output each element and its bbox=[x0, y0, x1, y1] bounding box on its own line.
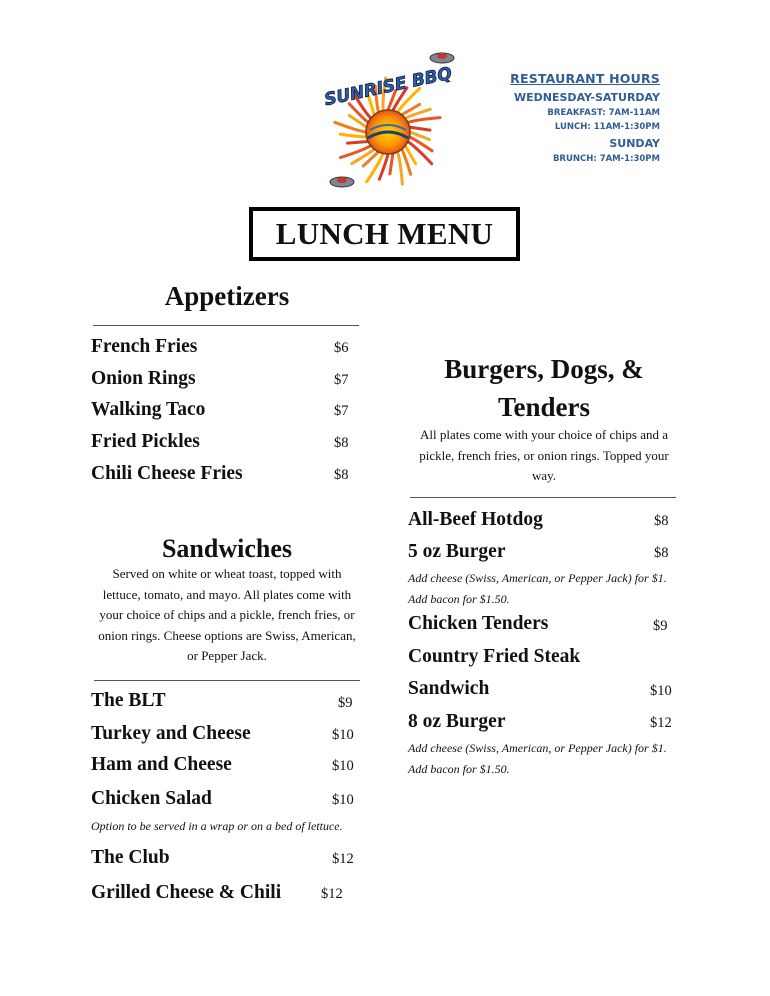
sun-ray bbox=[408, 142, 432, 164]
bacon-note: Add bacon for $1.50. bbox=[408, 592, 510, 606]
sun-ray bbox=[398, 152, 403, 184]
sandwiches-description: Served on white or wheat toast, topped with lettuce, tomato, and mayo. All plates come with your choice of chips and a pickle, french fries, or onion rings. Cheese options are Swiss, American, or Pepper Jack. bbox=[98, 566, 356, 663]
sandwich-item: Chicken Salad bbox=[91, 788, 212, 809]
appetizer-price: $7 bbox=[334, 403, 349, 419]
appetizers-title: Appetizers bbox=[164, 281, 290, 311]
sandwiches-title: Sandwiches bbox=[161, 534, 293, 563]
sun-ray bbox=[409, 127, 430, 130]
burger-item: 5 oz Burger bbox=[408, 541, 506, 562]
appetizer-item: Onion Rings bbox=[91, 368, 196, 389]
hours-breakfast: BREAKFAST: 7AM-11AM bbox=[547, 107, 660, 118]
chicken-salad-note: Option to be served in a wrap or on a bed of lettuce. bbox=[91, 819, 343, 833]
hours-brunch: BRUNCH: 7AM-1:30PM bbox=[552, 153, 660, 164]
sun-ray bbox=[348, 142, 369, 144]
burger-item: 8 oz Burger bbox=[408, 711, 506, 732]
sandwich-item: Grilled Cheese & Chili bbox=[91, 882, 282, 903]
appetizer-item: Fried Pickles bbox=[91, 431, 200, 452]
page-title: LUNCH MENU bbox=[249, 207, 520, 261]
bacon-note: Add bacon for $1.50. bbox=[408, 762, 510, 776]
appetizer-item: French Fries bbox=[91, 336, 198, 357]
burgers-title-line2: Tenders bbox=[497, 392, 591, 422]
burgers-title-line1: Burgers, Dogs, & bbox=[444, 354, 644, 384]
sandwich-item: Ham and Cheese bbox=[91, 754, 232, 775]
burger-price: $12 bbox=[650, 715, 672, 731]
appetizer-price: $6 bbox=[334, 340, 349, 356]
appetizer-price: $8 bbox=[334, 435, 349, 451]
sandwich-price: $9 bbox=[338, 695, 353, 711]
burger-item: Country Fried Steak bbox=[408, 646, 581, 667]
logo-text: SUNRISE BBQ bbox=[322, 63, 454, 111]
appetizer-price: $8 bbox=[334, 467, 349, 483]
burger-item: All-Beef Hotdog bbox=[408, 509, 543, 530]
hours-title: RESTAURANT HOURS bbox=[510, 71, 660, 86]
sandwich-price: $12 bbox=[332, 851, 354, 867]
burgers-divider bbox=[410, 497, 676, 498]
appetizers-divider bbox=[93, 325, 359, 326]
hours-days-weekday: WEDNESDAY-SATURDAY bbox=[514, 90, 660, 104]
hours-lunch: LUNCH: 11AM-1:30PM bbox=[554, 122, 660, 132]
sandwich-price: $10 bbox=[332, 758, 354, 774]
sandwich-item: Turkey and Cheese bbox=[91, 723, 251, 744]
appetizer-price: $7 bbox=[334, 372, 349, 388]
cheese-note: Add cheese (Swiss, American, or Pepper Jack) for $1. bbox=[408, 741, 667, 755]
burger-price: $9 bbox=[653, 618, 668, 634]
sun-ray bbox=[408, 118, 440, 123]
sandwiches-divider bbox=[94, 680, 360, 681]
sandwich-price: $12 bbox=[321, 886, 343, 902]
burger-price: $8 bbox=[654, 545, 669, 561]
sunrise-bbq-logo bbox=[318, 46, 458, 194]
sandwich-price: $10 bbox=[332, 792, 354, 808]
sandwich-price: $10 bbox=[332, 727, 354, 743]
sun-ray bbox=[390, 153, 393, 174]
burgers-description: All plates come with your choice of chips and a pickle, french fries, or onion rings. Topped your way. bbox=[419, 427, 669, 483]
restaurant-hours bbox=[510, 73, 660, 169]
burger-price: $8 bbox=[654, 513, 669, 529]
appetizer-item: Walking Taco bbox=[91, 399, 206, 420]
sun-ray bbox=[340, 134, 367, 137]
sandwich-item: The Club bbox=[91, 847, 170, 868]
hours-days-sunday: SUNDAY bbox=[609, 136, 660, 150]
sandwich-item: The BLT bbox=[91, 690, 166, 711]
burger-item: Sandwich bbox=[408, 678, 490, 699]
burger-price: $10 bbox=[650, 683, 672, 699]
cheese-note: Add cheese (Swiss, American, or Pepper Jack) for $1. bbox=[408, 571, 667, 585]
burger-item: Chicken Tenders bbox=[408, 613, 549, 634]
appetizer-item: Chili Cheese Fries bbox=[91, 463, 243, 484]
